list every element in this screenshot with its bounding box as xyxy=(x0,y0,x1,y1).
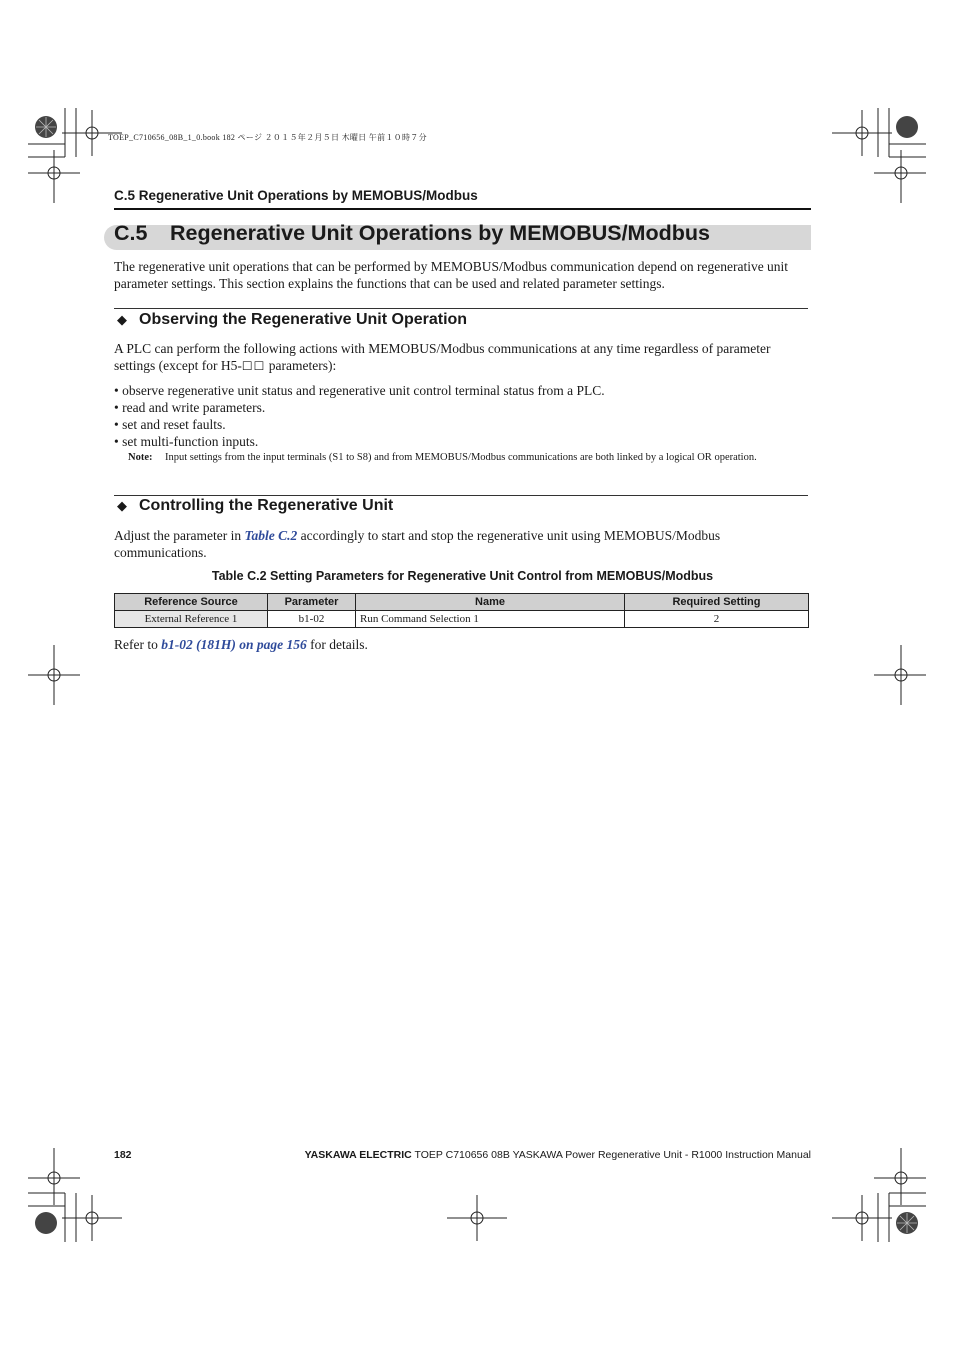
table-cell: b1-02 xyxy=(268,611,356,628)
list-item: • set and reset faults. xyxy=(114,417,226,432)
list-item: • observe regenerative unit status and regenerative unit control terminal status from a PLC. xyxy=(114,383,605,398)
observing-paragraph-lead: A PLC can perform the following actions with MEMOBUS/Modbus communications at any time regardless of parameter settings (except for H5- xyxy=(114,341,771,373)
diamond-bullet-icon: ◆ xyxy=(117,312,127,327)
footer-page-number: 182 xyxy=(114,1149,132,1161)
controlling-paragraph-pre: Adjust the parameter in xyxy=(114,528,245,543)
observing-paragraph-tail: parameters): xyxy=(265,358,337,373)
running-header: C.5 Regenerative Unit Operations by MEMOBUS/Modbus xyxy=(114,188,478,203)
column-header: Reference Source xyxy=(115,594,268,611)
section-intro: The regenerative unit operations that can be performed by MEMOBUS/Modbus communication depend on regenerative unit parameter settings. This section explains the functions that can be used and related parameter settings. xyxy=(114,259,789,291)
diamond-bullet-icon: ◆ xyxy=(117,498,127,513)
list-item-text: set and reset faults. xyxy=(122,417,226,432)
column-header: Required Setting xyxy=(625,594,809,611)
table-c2-link[interactable]: Table C.2 xyxy=(244,528,298,543)
table-cell: External Reference 1 xyxy=(115,611,268,628)
list-item: • set multi-function inputs. xyxy=(114,434,259,449)
placeholder-boxes: ☐☐ xyxy=(241,359,266,373)
note-text: Input settings from the input terminals (S1 to S8) and from MEMOBUS/Modbus communications are both linked by a logical OR operation. xyxy=(165,452,757,463)
refer-pre: Refer to xyxy=(114,637,162,652)
table-caption: Table C.2 Setting Parameters for Regenerative Unit Control from MEMOBUS/Modbus xyxy=(211,569,714,583)
section-number: C.5 xyxy=(114,221,148,245)
note-label: Note: xyxy=(128,452,153,463)
b1-02-link[interactable]: b1-02 (181H) on page 156 xyxy=(161,637,307,652)
table-cell: 2 xyxy=(625,611,809,628)
footer-brand: YASKAWA ELECTRIC xyxy=(304,1149,412,1161)
subsection-heading-text: Controlling the Regenerative Unit xyxy=(139,497,394,514)
table-cell: Run Command Selection 1 xyxy=(356,611,625,628)
column-header: Name xyxy=(356,594,625,611)
refer-post: for details. xyxy=(306,637,368,652)
list-item: • read and write parameters. xyxy=(114,400,266,415)
section-title-text: Regenerative Unit Operations by MEMOBUS/Modbus xyxy=(170,221,710,245)
list-item-text: observe regenerative unit status and regenerative unit control terminal status from a PLC. xyxy=(122,383,605,398)
footer-doc-title: TOEP C710656 08B YASKAWA Power Regenerative Unit - R1000 Instruction Manual xyxy=(411,1149,811,1161)
list-item-text: read and write parameters. xyxy=(122,400,266,415)
print-stamp: TOEP_C710656_08B_1_0.book 182 ページ ２０１５年２月５日 木曜日 午前１０時７分 xyxy=(108,133,427,142)
controlling-paragraph-post: accordingly to start and stop the regenerative unit using MEMOBUS/Modbus communications. xyxy=(114,528,721,560)
list-item-text: set multi-function inputs. xyxy=(122,434,259,449)
column-header: Parameter xyxy=(268,594,356,611)
subsection-heading-text: Observing the Regenerative Unit Operation xyxy=(139,311,468,328)
